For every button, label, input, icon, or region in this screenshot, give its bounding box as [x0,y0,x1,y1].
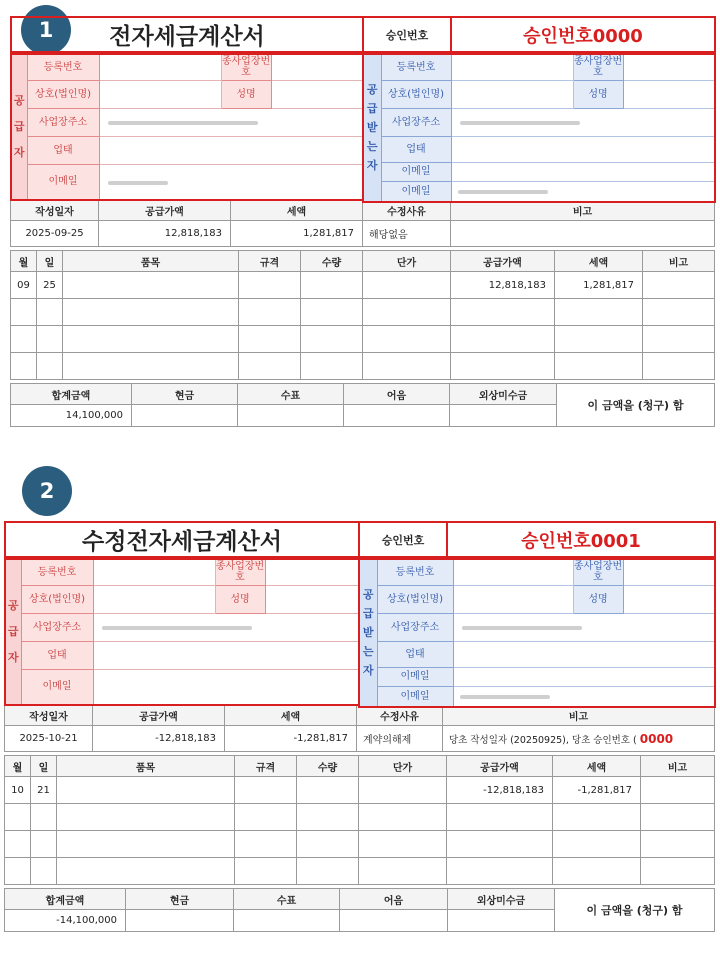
step-badge-2: 2 [22,466,72,516]
redacted-text [460,695,550,699]
check-amount [234,910,340,932]
items-header: 단가 [363,251,451,272]
name-value [623,585,715,613]
email-label-2: 이메일 [377,686,453,707]
claim-text: 이 금액을 (청구) 함 [557,384,715,427]
summary-header: 작성일자 [5,705,93,726]
email-value [93,669,359,705]
email-value [99,164,363,200]
items-header: 비고 [641,756,715,777]
item-qty [301,272,363,299]
supplier-side-label: 공급자 [11,54,27,200]
business-type-value [93,641,359,669]
name-label: 성명 [215,585,265,613]
items-header: 공급가액 [451,251,555,272]
items-header: 비고 [643,251,715,272]
business-type-value [451,136,715,162]
business-type-value [453,641,715,667]
step-badge-1: 1 [21,5,71,55]
invoice-header [4,521,716,558]
items-header: 일 [37,251,63,272]
summary-header: 비고 [451,200,715,221]
receiver-section [358,558,716,708]
issue-date: 2025-09-25 [11,221,99,247]
summary-table [4,704,715,752]
items-table [4,755,715,885]
table-row [11,353,715,380]
totals-header: 외상미수금 [450,384,557,405]
summary-header: 공급가액 [99,200,231,221]
totals-table [4,888,715,932]
email-value-2 [453,686,715,707]
company-value [99,80,221,108]
approval-number-label: 승인번호 [363,17,451,52]
totals-header: 합계금액 [5,889,126,910]
item-supply: -12,818,183 [447,777,553,804]
totals-header: 현금 [126,889,234,910]
original-approval-number: 0000 [639,731,674,746]
summary-header: 세액 [225,705,357,726]
address-label: 사업장주소 [381,108,451,136]
reg-no-value [453,559,573,585]
address-value [93,613,359,641]
summary-header: 세액 [231,200,363,221]
branch-no-label: 종사업장번호 [215,559,265,585]
items-header: 월 [11,251,37,272]
redacted-text [108,181,168,185]
summary-table [10,199,715,247]
email-label: 이메일 [27,164,99,200]
company-label: 상호(법인명) [381,80,451,108]
reg-no-label: 등록번호 [27,54,99,80]
items-header: 월 [5,756,31,777]
redacted-text [108,121,258,125]
reg-no-label: 등록번호 [21,559,93,585]
items-header: 세액 [555,251,643,272]
branch-no-value [623,54,715,80]
address-label: 사업장주소 [377,613,453,641]
business-type-label: 업태 [27,136,99,164]
totals-header: 합계금액 [11,384,132,405]
note-amount [344,405,450,427]
items-header: 품목 [57,756,235,777]
supply-amount: 12,818,183 [99,221,231,247]
name-label: 성명 [573,80,623,108]
redacted-text [460,121,580,125]
company-label: 상호(법인명) [377,585,453,613]
email-value-2 [451,181,715,202]
branch-no-value [271,54,363,80]
name-value [623,80,715,108]
item-day: 25 [37,272,63,299]
supplier-section [4,558,360,706]
tax-amount: 1,281,817 [231,221,363,247]
totals-header: 수표 [234,889,340,910]
invoice-header [10,16,716,53]
reg-no-value [93,559,215,585]
totals-header: 현금 [132,384,238,405]
invoice-title: 수정전자세금계산서 [5,522,359,557]
issue-date: 2025-10-21 [5,726,93,752]
note-amount [340,910,448,932]
branch-no-label: 종사업장번호 [221,54,271,80]
item-month: 10 [5,777,31,804]
supply-amount: -12,818,183 [93,726,225,752]
table-row [5,777,715,804]
email-label: 이메일 [381,162,451,181]
table-row [11,299,715,326]
credit-amount [450,405,557,427]
branch-no-label: 종사업장번호 [573,54,623,80]
totals-header: 어음 [340,889,448,910]
company-label: 상호(법인명) [27,80,99,108]
item-qty [297,777,359,804]
tax-invoice-revised [4,521,714,932]
reg-no-value [99,54,221,80]
item-month: 09 [11,272,37,299]
email-label: 이메일 [377,667,453,686]
address-value [453,613,715,641]
item-note [641,777,715,804]
name-value [265,585,359,613]
redacted-text [102,626,252,630]
company-value [93,585,215,613]
item-tax: -1,281,817 [553,777,641,804]
branch-no-value [623,559,715,585]
items-header: 공급가액 [447,756,553,777]
branch-no-label: 종사업장번호 [573,559,623,585]
business-type-label: 업태 [21,641,93,669]
summary-header: 공급가액 [93,705,225,726]
item-spec [235,777,297,804]
party-block [4,558,714,704]
revision-reason: 계약의해제 [357,726,443,752]
remarks-text: 당초 작성일자 (20250925), 당초 승인번호 ( [449,734,637,746]
item-note [643,272,715,299]
reg-no-label: 등록번호 [381,54,451,80]
supplier-section [10,53,364,201]
business-type-label: 업태 [377,641,453,667]
claim-text: 이 금액을 (청구) 함 [555,889,715,932]
revision-reason: 해당없음 [363,221,451,247]
totals-header: 수표 [238,384,344,405]
summary-header: 수정사유 [357,705,443,726]
table-row [5,831,715,858]
email-label: 이메일 [21,669,93,705]
item-tax: 1,281,817 [555,272,643,299]
invoice-title: 전자세금계산서 [11,17,363,52]
email-value [453,667,715,686]
totals-header: 어음 [344,384,450,405]
address-value [99,108,363,136]
receiver-side-label: 공급받는자 [359,559,377,707]
item-day: 21 [31,777,57,804]
supplier-side-label: 공급자 [5,559,21,705]
cash-amount [132,405,238,427]
business-type-value [99,136,363,164]
items-header: 일 [31,756,57,777]
summary-header: 수정사유 [363,200,451,221]
email-value [451,162,715,181]
items-header: 세액 [553,756,641,777]
reg-no-label: 등록번호 [377,559,453,585]
items-table [10,250,715,380]
party-block [10,53,714,199]
tax-amount: -1,281,817 [225,726,357,752]
approval-number-value: 승인번호0001 [447,522,715,557]
name-label: 성명 [221,80,271,108]
redacted-text [458,190,548,194]
remarks [443,726,715,752]
summary-header: 작성일자 [11,200,99,221]
items-header: 품목 [63,251,239,272]
approval-number-value: 승인번호0000 [451,17,715,52]
company-value [451,80,573,108]
receiver-side-label: 공급받는자 [363,54,381,202]
item-price [359,777,447,804]
items-header: 단가 [359,756,447,777]
company-value [453,585,573,613]
receiver-section [362,53,716,203]
email-label-2: 이메일 [381,181,451,202]
table-row [5,858,715,885]
name-value [271,80,363,108]
check-amount [238,405,344,427]
totals-table [10,383,715,427]
table-row [11,326,715,353]
item-spec [239,272,301,299]
items-header: 수량 [297,756,359,777]
total-amount: 14,100,000 [11,405,132,427]
items-header: 수량 [301,251,363,272]
business-type-label: 업태 [381,136,451,162]
items-header: 규격 [239,251,301,272]
table-row [5,804,715,831]
remarks [451,221,715,247]
name-label: 성명 [573,585,623,613]
redacted-text [462,626,582,630]
item-supply: 12,818,183 [451,272,555,299]
address-value [451,108,715,136]
item-name [57,777,235,804]
table-row [11,272,715,299]
item-name [63,272,239,299]
cash-amount [126,910,234,932]
items-header: 규격 [235,756,297,777]
address-label: 사업장주소 [21,613,93,641]
company-label: 상호(법인명) [21,585,93,613]
totals-header: 외상미수금 [448,889,555,910]
branch-no-value [265,559,359,585]
approval-number-label: 승인번호 [359,522,447,557]
credit-amount [448,910,555,932]
reg-no-value [451,54,573,80]
total-amount: -14,100,000 [5,910,126,932]
item-price [363,272,451,299]
address-label: 사업장주소 [27,108,99,136]
summary-header: 비고 [443,705,715,726]
tax-invoice-original [10,16,714,427]
